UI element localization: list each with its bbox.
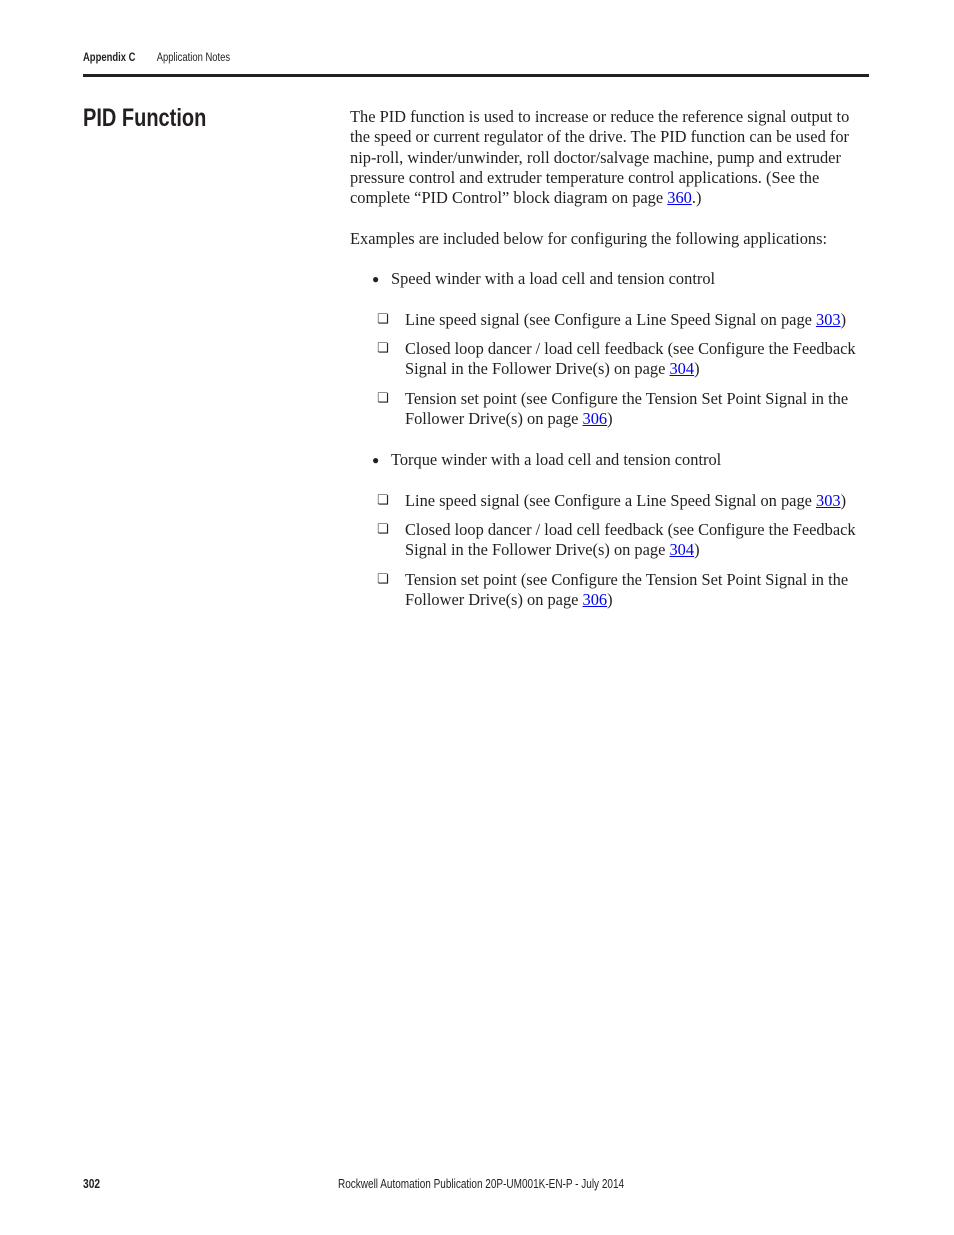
check-item [377, 310, 857, 330]
footer-page-number: 302 [83, 1177, 101, 1191]
page-link[interactable]: 306 [582, 409, 608, 429]
check-item-text: Line speed signal (see Configure a Line Speed Signal on page [405, 310, 817, 329]
check-item-text: Tension set point (see Configure the Tension Set Point Signal in the Follower Drive(s) on page [405, 389, 849, 429]
bullet-torque-winder [372, 450, 721, 470]
check-item-text: Closed loop dancer / load cell feedback (see Configure the Feedback Signal in the Follower Drive(s) on page [405, 520, 856, 560]
bullet-dot-icon: ● [372, 272, 380, 286]
close-paren: ) [607, 590, 613, 610]
checkbox-icon: ❏ [377, 341, 389, 356]
close-paren: ) [694, 359, 700, 379]
running-header [83, 52, 230, 64]
check-item [377, 389, 857, 430]
bullet-label: Speed winder with a load cell and tension control [391, 269, 716, 288]
close-paren: ) [694, 540, 700, 560]
page-link-360[interactable]: 360 [667, 188, 692, 208]
header-appendix: Appendix C [83, 52, 136, 64]
check-item [377, 491, 857, 511]
close-paren: ) [607, 409, 613, 429]
close-paren: ) [840, 310, 847, 329]
check-item-text: Closed loop dancer / load cell feedback (see Configure the Feedback Signal in the Follower Drive(s) on page [405, 339, 856, 379]
header-section: Application Notes [156, 52, 231, 64]
close-paren: ) [840, 491, 847, 510]
page-link[interactable]: 303 [816, 310, 841, 329]
check-item [377, 520, 857, 561]
bullet-speed-winder [372, 269, 715, 289]
check-item-text: Tension set point (see Configure the Tension Set Point Signal in the Follower Drive(s) on page [405, 570, 849, 610]
page-link[interactable]: 304 [669, 359, 695, 379]
page-link[interactable]: 304 [669, 540, 695, 560]
checkbox-icon: ❏ [377, 391, 389, 406]
check-item [377, 339, 857, 380]
examples-intro: Examples are included below for configuring the following applications: [350, 229, 828, 248]
page-link[interactable]: 303 [816, 491, 841, 510]
bullet-dot-icon: ● [372, 453, 380, 467]
bullet-label: Torque winder with a load cell and tension control [391, 450, 722, 469]
check-item [377, 570, 857, 611]
intro-paragraph [350, 107, 870, 208]
intro-text: The PID function is used to increase or reduce the reference signal output to the speed or current regulator of the drive. The PID function can be used for nip-roll, winder/unwinder, roll doctor/salvage machine, pump and extruder pressure control and extruder temperature control applications. (See the complete “PID Control” block diagram on page [350, 107, 850, 208]
header-rule [83, 74, 869, 77]
checkbox-icon: ❏ [377, 572, 389, 587]
checkbox-icon: ❏ [377, 493, 389, 508]
intro-text-end: .) [691, 188, 702, 208]
section-heading: PID Function [83, 104, 207, 132]
checkbox-icon: ❏ [377, 312, 389, 327]
page-link[interactable]: 306 [582, 590, 608, 610]
check-item-text: Line speed signal (see Configure a Line Speed Signal on page [405, 491, 817, 510]
checkbox-icon: ❏ [377, 522, 389, 537]
footer-publication: Rockwell Automation Publication 20P-UM001K-EN-P - July 2014 [338, 1177, 625, 1191]
